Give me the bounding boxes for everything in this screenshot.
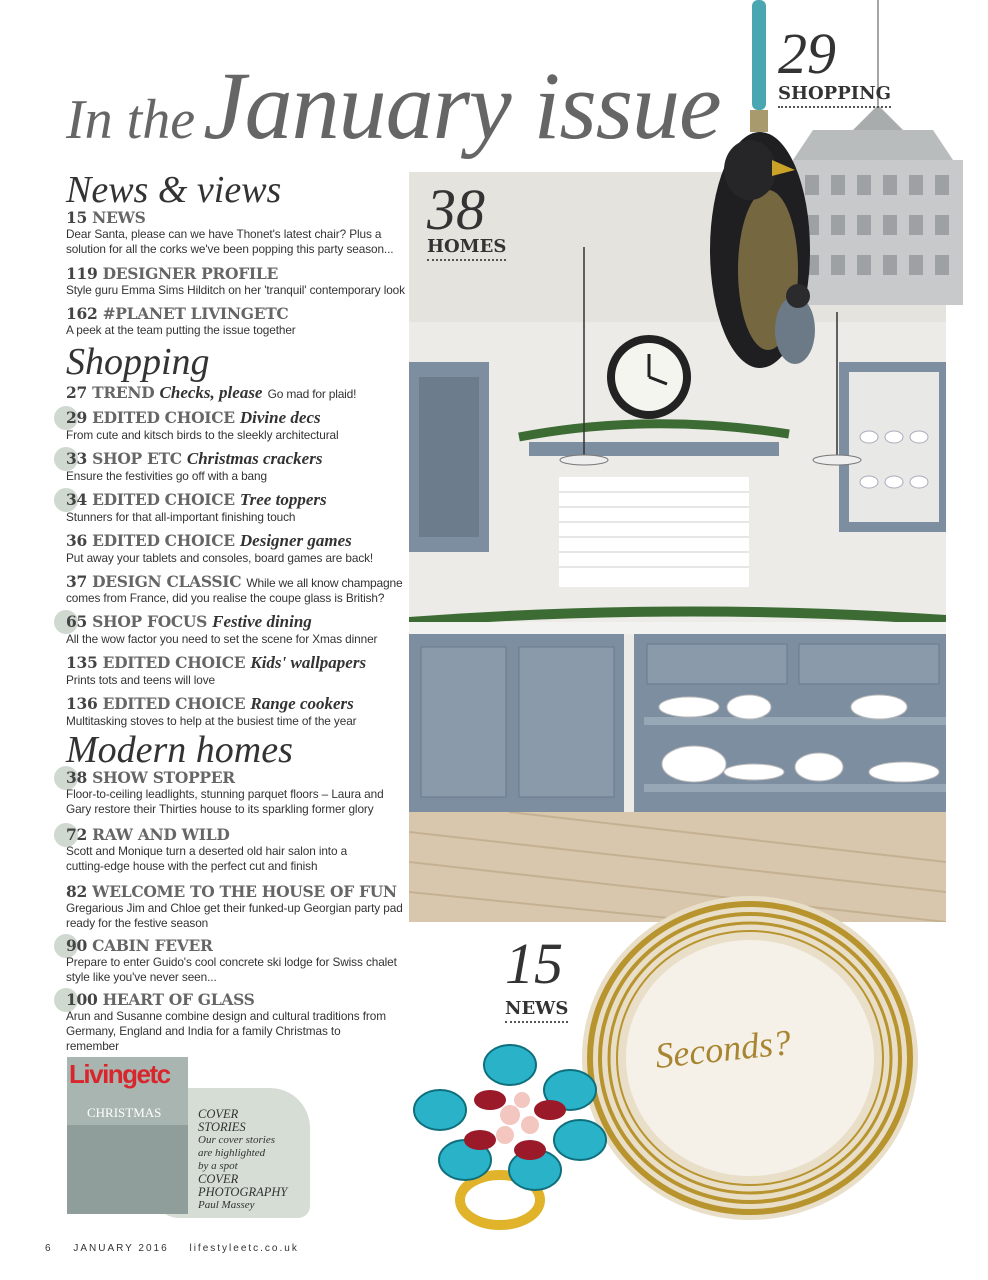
news-page-number: 15 xyxy=(505,931,563,996)
toc-entry[interactable]: 162 #PLANET LIVINGETC A peek at the team putting the issue together xyxy=(66,304,296,337)
news-callout-label: NEWS xyxy=(505,998,568,1023)
cover-headline: CHRISTMAS xyxy=(87,1105,162,1120)
seconds-plate[interactable] xyxy=(580,893,920,1223)
toc-entry[interactable]: 37 DESIGN CLASSIC While we all know champagne comes from France, did you realise the coupe glass is British? xyxy=(66,572,403,605)
cover-notes: COVER STORIES Our cover stories are highlighted by a spot COVER PHOTOGRAPHY Paul Massey xyxy=(198,1107,288,1211)
website-url[interactable]: lifestyleetc.co.uk xyxy=(189,1243,299,1254)
toc-entry[interactable]: 135 EDITED CHOICE Kids' wallpapers Prints tots and teens will love xyxy=(66,653,367,687)
toc-entry[interactable]: 36 EDITED CHOICE Designer games Put away your tablets and consoles, board games are back! xyxy=(66,531,374,565)
toc-entry[interactable]: 27 TREND Checks, please Go mad for plaid! xyxy=(66,383,357,402)
homes-page-number: 38 xyxy=(427,177,485,242)
toc-entry[interactable]: 34 EDITED CHOICE Tree toppers Stunners for that all-important finishing touch xyxy=(66,490,406,525)
flower-ring[interactable] xyxy=(410,1030,620,1230)
section-modern-homes: Modern homes xyxy=(66,729,293,771)
page-title: In theJanuary issue xyxy=(66,52,721,159)
toc-entry[interactable]: 65 SHOP FOCUS Festive dining All the wow factor you need to set the scene for Xmas dinner xyxy=(66,612,406,647)
ring-illustration xyxy=(410,1030,620,1230)
toc-entry[interactable]: 29 EDITED CHOICE Divine decs From cute and kitsch birds to the sleekly architectural xyxy=(66,408,406,443)
toc-entry[interactable]: 119 DESIGNER PROFILE Style guru Emma Sims Hilditch on her 'tranquil' contemporary look xyxy=(66,264,405,297)
homes-callout-label: HOMES xyxy=(427,236,506,261)
toc-entry[interactable]: 15 NEWS Dear Santa, please can we have Thonet's latest chair? Plus a solution for all the corks we've been popping this party season... xyxy=(66,208,394,256)
section-news-views: News & views xyxy=(66,169,282,211)
page-footer xyxy=(45,1243,315,1254)
issue-date: JANUARY 2016 xyxy=(73,1243,169,1254)
shopping-page-number: 29 xyxy=(778,21,836,86)
toc-entry[interactable]: 38 SHOW STOPPER Floor-to-ceiling leadlights, stunning parquet floors – Laura and Gary restore their Thirties house to its sparkling former glory xyxy=(66,768,386,817)
plate-text: Seconds? xyxy=(653,1022,793,1076)
toc-entry[interactable]: 90 CABIN FEVER Prepare to enter Guido's cool concrete ski lodge for Swiss chalet style like you've never seen... xyxy=(66,936,406,985)
cover-photo xyxy=(67,1125,188,1214)
page-number: 6 xyxy=(45,1243,53,1254)
shopping-callout-label: SHOPPING xyxy=(778,83,891,108)
toc-entry[interactable]: 33 SHOP ETC Christmas crackers Ensure the festivities go off with a bang xyxy=(66,449,406,484)
magazine-cover[interactable] xyxy=(67,1057,188,1214)
toc-entry[interactable]: 136 EDITED CHOICE Range cookers Multitasking stoves to help at the busiest time of the year xyxy=(66,694,357,728)
cover-logo: Livingetc xyxy=(69,1059,170,1089)
toc-entry[interactable]: 82 WELCOME TO THE HOUSE OF FUN Gregarious Jim and Chloe get their funked-up Georgian party pad ready for the festive season xyxy=(66,882,403,930)
toc-entry[interactable]: 72 RAW AND WILD Scott and Monique turn a deserted old hair salon into a cutting-edge house with the perfect cut and finish xyxy=(66,825,366,874)
section-shopping: Shopping xyxy=(66,341,210,383)
toc-entry[interactable]: 100 HEART OF GLASS Arun and Susanne combine design and cultural traditions from Germany, England and India for a family Christmas to remember xyxy=(66,990,396,1054)
